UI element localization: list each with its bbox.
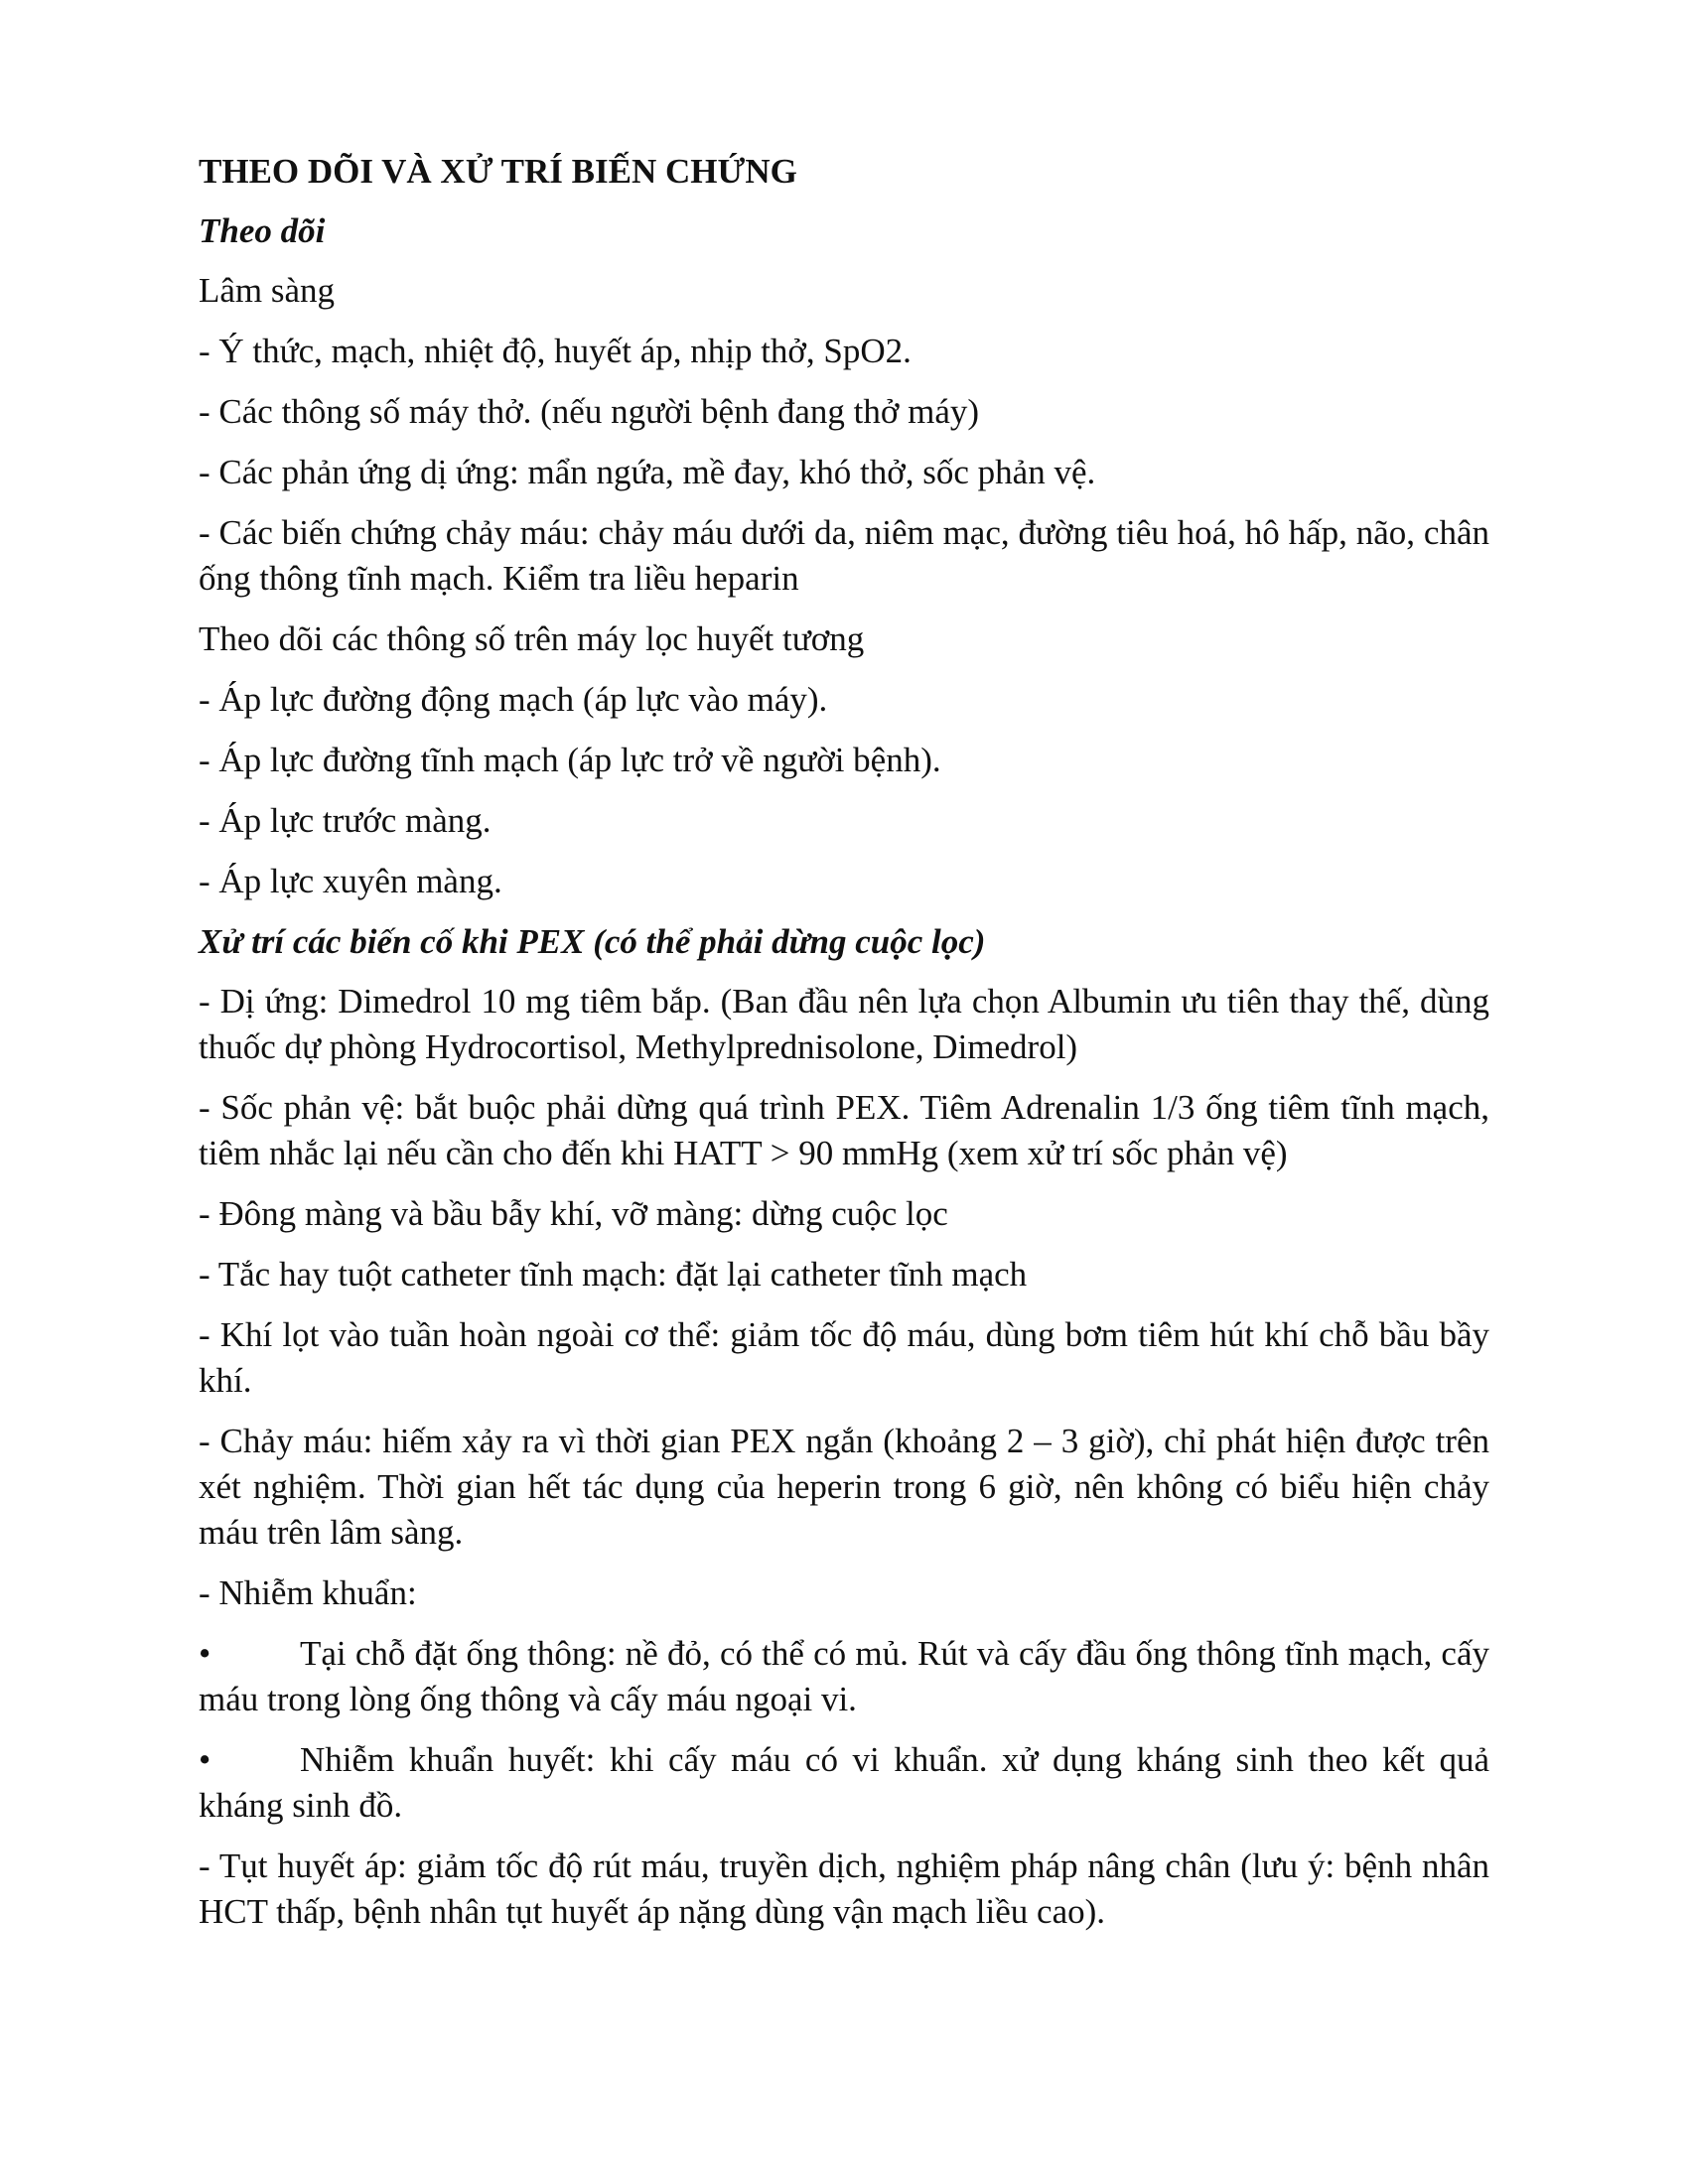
list-item: - Áp lực đường động mạch (áp lực vào máy). [199,680,828,719]
list-item: - Khí lọt vào tuần hoàn ngoài cơ thể: giảm tốc độ máu, dùng bơm tiêm hút khí chỗ bầu bầy khí. [199,1315,1489,1400]
list-item: - Sốc phản vệ: bắt buộc phải dừng quá trình PEX. Tiêm Adrenalin 1/3 ống tiêm tĩnh mạch, tiêm nhắc lại nếu cần cho đến khi HATT > 90 mmHg (xem xử trí sốc phản vệ) [199,1088,1489,1172]
section-heading-monitoring: Theo dõi [199,211,326,250]
bullet-item [199,1737,1489,1829]
bullet-text: Tại chỗ đặt ống thông: nề đỏ, có thể có mủ. Rút và cấy đầu ống thông tĩnh mạch, cấy máu trong lòng ống thông và cấy máu ngoại vi. [199,1634,1489,1718]
list-item: - Chảy máu: hiếm xảy ra vì thời gian PEX ngắn (khoảng 2 – 3 giờ), chỉ phát hiện được trên xét nghiệm. Thời gian hết tác dụng của heperin trong 6 giờ, nên không có biểu hiện chảy máu trên lâm sàng. [199,1422,1489,1552]
section-heading-complications: Xử trí các biến cố khi PEX (có thể phải dừng cuộc lọc) [199,922,986,961]
list-item: - Các biến chứng chảy máu: chảy máu dưới da, niêm mạc, đường tiêu hoá, hô hấp, não, chân ống thông tĩnh mạch. Kiểm tra liều heparin [199,513,1489,598]
bullet-marker: • [199,1740,211,1779]
list-item: - Tắc hay tuột catheter tĩnh mạch: đặt lại catheter tĩnh mạch [199,1255,1028,1294]
document-page [199,149,1489,1950]
bullet-marker: • [199,1634,211,1673]
list-item: - Ý thức, mạch, nhiệt độ, huyết áp, nhịp thở, SpO2. [199,332,912,370]
subheading-clinical: Lâm sàng [199,271,336,310]
subheading-machine-parameters: Theo dõi các thông số trên máy lọc huyết tương [199,619,865,658]
list-item: - Tụt huyết áp: giảm tốc độ rút máu, truyền dịch, nghiệm pháp nâng chân (lưu ý: bệnh nhân HCT thấp, bệnh nhân tụt huyết áp nặng dùng vận mạch liều cao). [199,1846,1489,1931]
list-item: - Các thông số máy thở. (nếu người bệnh đang thở máy) [199,392,980,431]
bullet-text: Nhiễm khuẩn huyết: khi cấy máu có vi khuẩn. xử dụng kháng sinh theo kết quả kháng sinh đồ. [199,1740,1489,1825]
list-item: - Áp lực trước màng. [199,801,492,840]
list-item: - Dị ứng: Dimedrol 10 mg tiêm bắp. (Ban đầu nên lựa chọn Albumin ưu tiên thay thế, dùng thuốc dự phòng Hydrocortisol, Methylprednisolone, Dimedrol) [199,982,1489,1066]
list-item: - Các phản ứng dị ứng: mẩn ngứa, mề đay, khó thở, sốc phản vệ. [199,453,1096,491]
list-item: - Áp lực đường tĩnh mạch (áp lực trở về người bệnh). [199,741,941,779]
list-item: - Đông màng và bầu bẫy khí, vỡ màng: dừng cuộc lọc [199,1194,948,1233]
list-item: - Nhiễm khuẩn: [199,1573,417,1612]
document-title: THEO DÕI VÀ XỬ TRÍ BIẾN CHỨNG [199,152,797,191]
bullet-item [199,1631,1489,1722]
list-item: - Áp lực xuyên màng. [199,862,502,900]
